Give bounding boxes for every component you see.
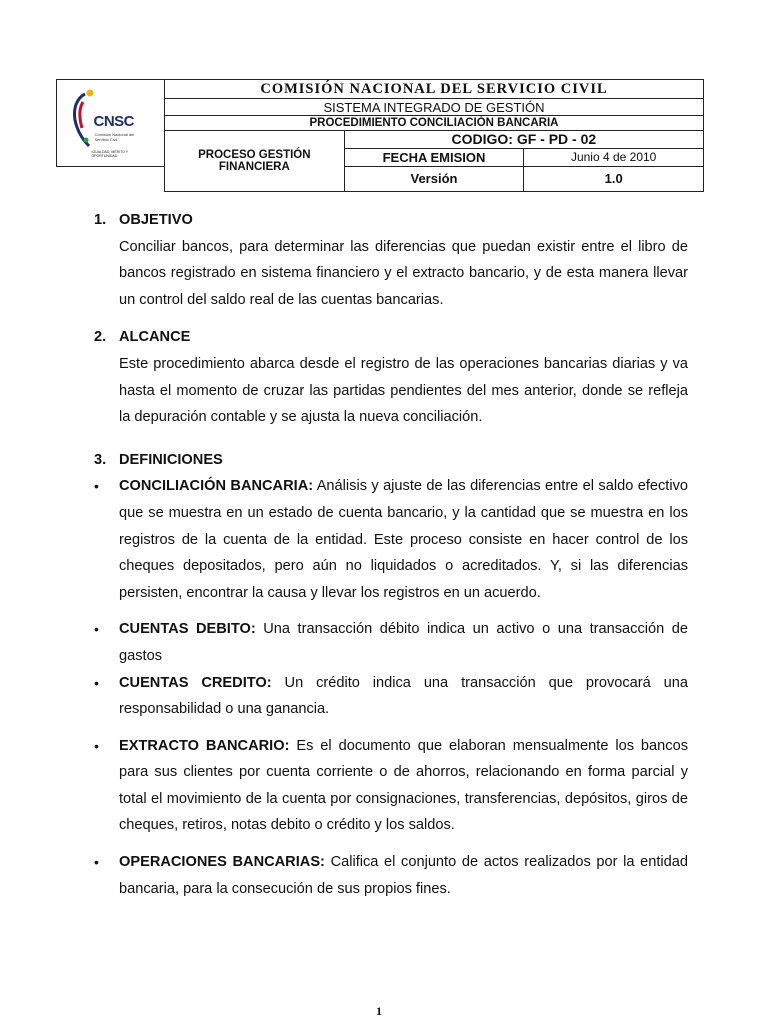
issue-date-label: FECHA EMISION <box>344 148 524 166</box>
version-label: Versión <box>344 166 524 191</box>
definition-item <box>94 473 688 606</box>
bullet-icon: • <box>94 478 99 495</box>
definition-term: CUENTAS DEBITO: <box>119 621 256 638</box>
procedure-name: PROCEDIMIENTO CONCILIACIÓN BANCARIA <box>165 116 704 131</box>
definition-text: Análisis y ajuste de las diferencias entre el saldo efectivo que se muestra en un estado de cuenta bancario, y la cantidad que se muestra en los registros de la cuenta de la entidad. Este proceso consiste en hacer control de los cheques depositados, pero aún no liquidados o acreditados. Y, si las diferencias persisten, encontrar la causa y llevar los registros en un acuerdo. <box>119 478 689 601</box>
logo-motto: IGUALDAD, MÉRITO Y OPORTUNIDAD <box>91 150 129 159</box>
section-text-objetivo: Conciliar bancos, para determinar las diferencias que puedan existir entre el libro de bancos registrado en sistema financiero y el extracto bancario, y de esta manera llevar un control del saldo real de las cuentas bancarias. <box>119 238 688 308</box>
logo-cell <box>57 80 165 167</box>
section-number: 2. <box>94 329 107 346</box>
definition-item <box>94 849 688 902</box>
system-name: SISTEMA INTEGRADO DE GESTIÓN <box>165 99 704 116</box>
section-number: 3. <box>94 451 107 468</box>
cnsc-logo <box>71 80 151 160</box>
definition-term: CUENTAS CREDITO: <box>119 674 272 691</box>
logo-text: CNSC <box>93 113 135 131</box>
section-title: DEFINICIONES <box>119 451 223 468</box>
definition-text: Es el documento que elaboran mensualmente los bancos para sus clientes por cuenta corriente o de ahorros, relacionando en forma parcial y total el movimiento de la cuenta por consignaciones, transferencias, depósitos, giros de cheques, retiros, notas debito o crédito y los saldos. <box>119 737 688 834</box>
page-number: 1 <box>376 1004 382 1018</box>
definition-term: OPERACIONES BANCARIAS: <box>119 854 325 871</box>
definition-item <box>94 670 688 723</box>
section-heading-definiciones <box>94 447 688 474</box>
bullet-icon: • <box>94 854 99 871</box>
issue-date-value: Junio 4 de 2010 <box>524 148 704 166</box>
logo-spacer <box>57 166 165 191</box>
logo-subtitle: Comisión Nacional del Servicio Civil <box>94 132 135 143</box>
org-title: COMISIÓN NACIONAL DEL SERVICIO CIVIL <box>165 80 704 99</box>
process-name: PROCESO GESTIÓN FINANCIERA <box>165 131 345 192</box>
definition-term: EXTRACTO BANCARIO: <box>119 737 290 754</box>
section-heading-alcance <box>94 324 688 351</box>
section-title: ALCANCE <box>119 329 191 346</box>
definition-text: Una transacción débito indica un activo o una transacción de gastos <box>119 621 688 664</box>
section-number: 1. <box>94 212 107 228</box>
document-code: CODIGO: GF - PD - 02 <box>344 131 703 148</box>
document-header <box>56 79 704 192</box>
bullet-icon: • <box>94 737 99 754</box>
bullet-icon: • <box>94 674 99 691</box>
definition-text: Un crédito indica una transacción que provocará una responsabilidad o una ganancia. <box>119 674 688 718</box>
definition-item <box>94 616 688 669</box>
definition-item <box>94 733 688 839</box>
bullet-icon: • <box>94 621 99 638</box>
definition-term: CONCILIACIÓN BANCARIA: <box>119 478 314 495</box>
section-text-alcance: Este procedimiento abarca desde el registro de las operaciones bancarias diarias y va hasta el momento de cruzar las partidas pendientes del mes anterior, donde se refleja la depuración contable y se ajusta la nueva conciliación. <box>119 355 688 426</box>
section-heading-objetivo <box>94 207 688 234</box>
definition-text: Califica el conjunto de actos realizados por la entidad bancaria, para la consecución de sus propios fines. <box>119 854 688 897</box>
version-value: 1.0 <box>524 166 704 191</box>
section-title: OBJETIVO <box>119 212 193 228</box>
document-body <box>94 207 688 902</box>
